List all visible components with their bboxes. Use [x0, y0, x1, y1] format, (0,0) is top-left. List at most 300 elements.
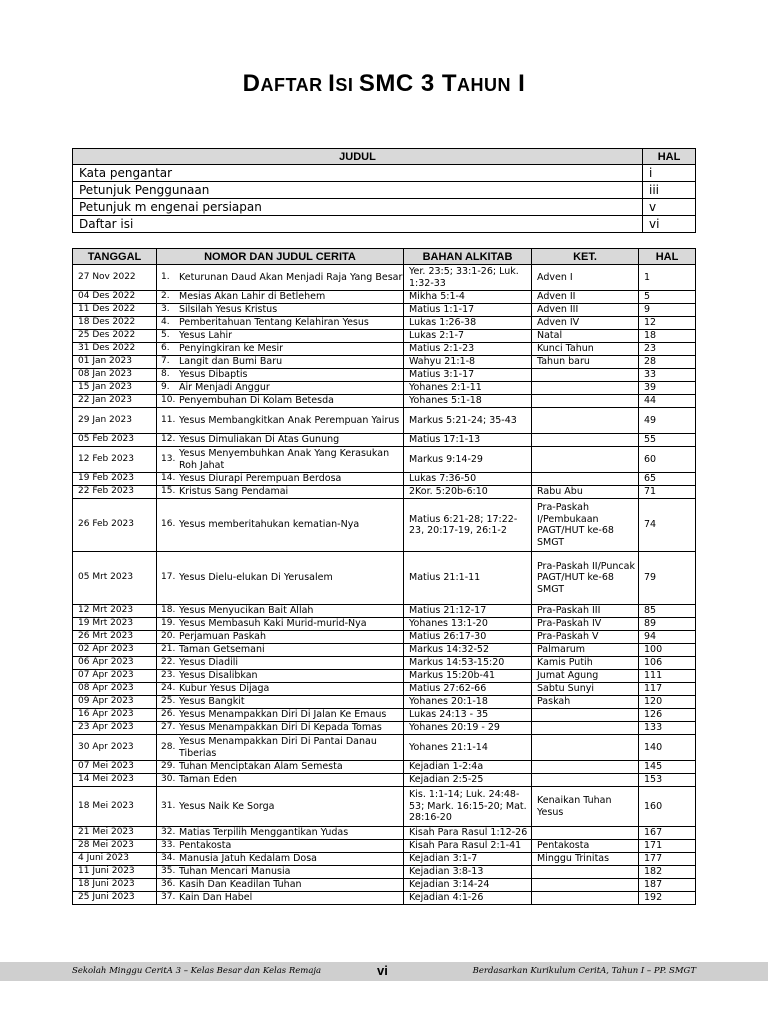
cell-tanggal: 05 Feb 2023	[73, 434, 157, 447]
cell-ket: Pra-Paskah II/Puncak PAGT/HUT ke-68 SMGT	[532, 552, 639, 605]
cell-hal: 9	[639, 304, 696, 317]
cell-hal: 177	[639, 853, 696, 866]
table-row	[73, 382, 696, 395]
cell-bahan-alkitab: Wahyu 21:1-8	[404, 356, 532, 369]
cell-ket: Pra-Paskah IV	[532, 618, 639, 631]
cell-ket	[532, 473, 639, 486]
table-row	[73, 330, 696, 343]
cell-tanggal: 08 Jan 2023	[73, 369, 157, 382]
table-row	[73, 473, 696, 486]
table-row	[73, 892, 696, 905]
cell-bahan-alkitab: Yohanes 13:1-20	[404, 618, 532, 631]
cell-tanggal: 06 Apr 2023	[73, 657, 157, 670]
cell-hal: 160	[639, 787, 696, 827]
cell-ket	[532, 408, 639, 434]
cell-nomor-judul	[157, 486, 404, 499]
cell-ket	[532, 866, 639, 879]
story-title: Taman Eden	[179, 774, 238, 786]
cell-bahan-alkitab: Kis. 1:1-14; Luk. 24:48-53; Mark. 16:15-20; Mat. 28:16-20	[404, 787, 532, 827]
table-row	[73, 761, 696, 774]
table-row	[73, 670, 696, 683]
table-row	[73, 696, 696, 709]
cell-hal: 111	[639, 670, 696, 683]
header-nomor-judul: NOMOR DAN JUDUL CERITA	[157, 249, 404, 265]
cell-hal: 85	[639, 605, 696, 618]
table-row	[73, 722, 696, 735]
cell-tanggal: 28 Mei 2023	[73, 840, 157, 853]
cell-tanggal: 23 Apr 2023	[73, 722, 157, 735]
cell-ket: Tahun baru	[532, 356, 639, 369]
cell-bahan-alkitab: Matius 27:62-66	[404, 683, 532, 696]
cell-tanggal: 21 Mei 2023	[73, 827, 157, 840]
toc-hal: v	[643, 199, 696, 216]
table-row	[73, 317, 696, 330]
cell-hal: 140	[639, 735, 696, 761]
cell-ket	[532, 735, 639, 761]
cell-bahan-alkitab: Kejadian 1-2:4a	[404, 761, 532, 774]
table-row	[73, 265, 696, 291]
story-title: Yesus Diurapi Perempuan Berdosa	[179, 473, 342, 485]
cell-ket	[532, 827, 639, 840]
cell-ket: Natal	[532, 330, 639, 343]
story-title: Yesus Disalibkan	[179, 670, 258, 682]
cell-ket	[532, 722, 639, 735]
cell-ket: Sabtu Sunyi	[532, 683, 639, 696]
cell-nomor-judul	[157, 408, 404, 434]
cell-ket	[532, 369, 639, 382]
story-title: Pentakosta	[179, 840, 232, 852]
table-row	[73, 369, 696, 382]
table-row	[73, 447, 696, 473]
cell-hal: 117	[639, 683, 696, 696]
story-title: Mesias Akan Lahir di Betlehem	[179, 291, 326, 303]
cell-bahan-alkitab: 2Kor. 5:20b-6:10	[404, 486, 532, 499]
toc-header-row	[73, 149, 696, 165]
cell-ket	[532, 382, 639, 395]
story-number: 9.	[161, 382, 170, 393]
story-title: Yesus Menampakkan Diri Di Pantai Danau Tiberias	[179, 736, 377, 759]
cell-ket: Paskah	[532, 696, 639, 709]
story-number: 18.	[161, 605, 176, 616]
cell-tanggal: 01 Jan 2023	[73, 356, 157, 369]
story-number: 27.	[161, 722, 176, 733]
page-title: DAFTAR ISI SMC 3 TAHUN I	[242, 70, 526, 97]
story-title: Penyembuhan Di Kolam Betesda	[179, 395, 334, 407]
story-number: 20.	[161, 631, 176, 642]
cell-ket: Adven IV	[532, 317, 639, 330]
table-row	[73, 434, 696, 447]
cell-hal: 28	[639, 356, 696, 369]
cell-nomor-judul	[157, 304, 404, 317]
cell-ket: Kunci Tahun	[532, 343, 639, 356]
cell-hal: 60	[639, 447, 696, 473]
cell-nomor-judul	[157, 827, 404, 840]
toc-judul: Petunjuk m engenai persiapan	[73, 199, 643, 216]
cell-tanggal: 16 Apr 2023	[73, 709, 157, 722]
cell-nomor-judul	[157, 618, 404, 631]
table-row	[73, 408, 696, 434]
cell-hal: 18	[639, 330, 696, 343]
story-title: Manusia Jatuh Kedalam Dosa	[179, 853, 317, 865]
cell-tanggal: 02 Apr 2023	[73, 644, 157, 657]
story-number: 37.	[161, 892, 176, 903]
cell-tanggal: 26 Feb 2023	[73, 499, 157, 552]
story-title: Yesus Menyucikan Bait Allah	[179, 605, 314, 617]
toc-header-judul: JUDUL	[73, 149, 643, 165]
cell-bahan-alkitab: Matius 2:1-23	[404, 343, 532, 356]
toc-hal: i	[643, 165, 696, 182]
cell-tanggal: 31 Des 2022	[73, 343, 157, 356]
header-hal: HAL	[639, 249, 696, 265]
toc-row	[73, 165, 696, 182]
cell-tanggal: 19 Mrt 2023	[73, 618, 157, 631]
table-row	[73, 866, 696, 879]
story-title: Kubur Yesus Dijaga	[179, 683, 270, 695]
cell-hal: 182	[639, 866, 696, 879]
cell-hal: 65	[639, 473, 696, 486]
cell-bahan-alkitab: Lukas 1:26-38	[404, 317, 532, 330]
toc-row	[73, 216, 696, 233]
cell-nomor-judul	[157, 265, 404, 291]
story-title: Yesus Menampakkan Diri Di Jalan Ke Emaus	[179, 709, 387, 721]
cell-tanggal: 09 Apr 2023	[73, 696, 157, 709]
story-number: 7.	[161, 356, 170, 367]
cell-ket: Pentakosta	[532, 840, 639, 853]
cell-tanggal: 18 Des 2022	[73, 317, 157, 330]
cell-hal: 39	[639, 382, 696, 395]
cell-ket: Kamis Putih	[532, 657, 639, 670]
story-title: Taman Getsemani	[179, 644, 265, 656]
cell-nomor-judul	[157, 696, 404, 709]
story-number: 22.	[161, 657, 176, 668]
cell-bahan-alkitab: Matius 21:12-17	[404, 605, 532, 618]
cell-bahan-alkitab: Kejadian 3:1-7	[404, 853, 532, 866]
cell-bahan-alkitab: Kejadian 3:8-13	[404, 866, 532, 879]
schedule-header-row	[73, 249, 696, 265]
cell-hal: 145	[639, 761, 696, 774]
cell-hal: 5	[639, 291, 696, 304]
cell-nomor-judul	[157, 670, 404, 683]
cell-nomor-judul	[157, 631, 404, 644]
cell-ket	[532, 447, 639, 473]
story-number: 26.	[161, 709, 176, 720]
story-title: Tuhan Menciptakan Alam Semesta	[179, 761, 343, 773]
story-title: Yesus Membasuh Kaki Murid-murid-Nya	[179, 618, 367, 630]
table-row	[73, 827, 696, 840]
cell-nomor-judul	[157, 892, 404, 905]
cell-nomor-judul	[157, 879, 404, 892]
cell-hal: 171	[639, 840, 696, 853]
header-bahan-alkitab: BAHAN ALKITAB	[404, 249, 532, 265]
table-row	[73, 735, 696, 761]
cell-tanggal: 26 Mrt 2023	[73, 631, 157, 644]
cell-hal: 106	[639, 657, 696, 670]
cell-bahan-alkitab: Matius 21:1-11	[404, 552, 532, 605]
cell-hal: 167	[639, 827, 696, 840]
cell-bahan-alkitab: Matius 17:1-13	[404, 434, 532, 447]
cell-tanggal: 18 Mei 2023	[73, 787, 157, 827]
table-row	[73, 356, 696, 369]
story-title: Kristus Sang Pendamai	[179, 486, 289, 498]
cell-hal: 192	[639, 892, 696, 905]
cell-tanggal: 18 Juni 2023	[73, 879, 157, 892]
cell-ket: Adven II	[532, 291, 639, 304]
cell-bahan-alkitab: Lukas 24:13 - 35	[404, 709, 532, 722]
cell-ket	[532, 879, 639, 892]
story-title: Langit dan Bumi Baru	[179, 356, 283, 368]
cell-hal: 126	[639, 709, 696, 722]
cell-tanggal: 12 Mrt 2023	[73, 605, 157, 618]
cell-tanggal: 04 Des 2022	[73, 291, 157, 304]
table-row	[73, 879, 696, 892]
story-number: 36.	[161, 879, 176, 890]
cell-bahan-alkitab: Kejadian 4:1-26	[404, 892, 532, 905]
cell-bahan-alkitab: Yohanes 2:1-11	[404, 382, 532, 395]
story-title: Yesus Lahir	[179, 330, 233, 342]
story-title: Yesus Menampakkan Diri Di Kepada Tomas	[179, 722, 382, 734]
cell-tanggal: 15 Jan 2023	[73, 382, 157, 395]
story-number: 1.	[161, 271, 170, 282]
story-number: 29.	[161, 761, 176, 772]
cell-ket	[532, 709, 639, 722]
toc-judul: Kata pengantar	[73, 165, 643, 182]
story-number: 4.	[161, 317, 170, 328]
toc-hal: vi	[643, 216, 696, 233]
cell-bahan-alkitab: Markus 9:14-29	[404, 447, 532, 473]
cell-bahan-alkitab: Markus 15:20b-41	[404, 670, 532, 683]
cell-hal: 120	[639, 696, 696, 709]
cell-nomor-judul	[157, 330, 404, 343]
story-number: 11.	[161, 414, 176, 425]
cell-nomor-judul	[157, 722, 404, 735]
story-title: Kain Dan Habel	[179, 892, 253, 904]
story-number: 5.	[161, 330, 170, 341]
story-title: Yesus Dibaptis	[179, 369, 248, 381]
story-number: 35.	[161, 866, 176, 877]
cell-tanggal: 22 Feb 2023	[73, 486, 157, 499]
cell-nomor-judul	[157, 683, 404, 696]
cell-tanggal: 07 Mei 2023	[73, 761, 157, 774]
story-number: 16.	[161, 519, 176, 530]
story-title: Yesus memberitahukan kematian-Nya	[179, 519, 360, 531]
cell-bahan-alkitab: Mikha 5:1-4	[404, 291, 532, 304]
cell-hal: 71	[639, 486, 696, 499]
story-number: 2.	[161, 291, 170, 302]
cell-nomor-judul	[157, 761, 404, 774]
story-title: Matias Terpilih Menggantikan Yudas	[179, 827, 349, 839]
cell-tanggal: 07 Apr 2023	[73, 670, 157, 683]
story-number: 15.	[161, 486, 176, 497]
cell-nomor-judul	[157, 369, 404, 382]
table-row	[73, 395, 696, 408]
story-title: Yesus Diadili	[179, 657, 239, 669]
story-number: 32.	[161, 827, 176, 838]
header-tanggal: TANGGAL	[73, 249, 157, 265]
table-row	[73, 486, 696, 499]
cell-bahan-alkitab: Markus 14:32-52	[404, 644, 532, 657]
cell-ket	[532, 774, 639, 787]
cell-tanggal: 4 Juni 2023	[73, 853, 157, 866]
cell-nomor-judul	[157, 434, 404, 447]
story-number: 3.	[161, 304, 170, 315]
cell-nomor-judul	[157, 291, 404, 304]
cell-hal: 100	[639, 644, 696, 657]
story-number: 33.	[161, 840, 176, 851]
table-row	[73, 499, 696, 552]
story-number: 12.	[161, 434, 176, 445]
cell-bahan-alkitab: Kisah Para Rasul 1:12-26	[404, 827, 532, 840]
page-number: vi	[377, 963, 388, 978]
table-row	[73, 787, 696, 827]
cell-tanggal: 12 Feb 2023	[73, 447, 157, 473]
table-row	[73, 657, 696, 670]
story-title: Silsilah Yesus Kristus	[179, 304, 278, 316]
cell-nomor-judul	[157, 605, 404, 618]
story-title: Pemberitahuan Tentang Kelahiran Yesus	[179, 317, 369, 329]
table-row	[73, 631, 696, 644]
story-title: Keturunan Daud Akan Menjadi Raja Yang Besar	[179, 271, 403, 283]
footer-bar	[0, 962, 768, 981]
cell-nomor-judul	[157, 499, 404, 552]
cell-ket: Jumat Agung	[532, 670, 639, 683]
cell-hal: 33	[639, 369, 696, 382]
cell-hal: 55	[639, 434, 696, 447]
story-title: Yesus Bangkit	[179, 696, 245, 708]
story-number: 23.	[161, 670, 176, 681]
cell-nomor-judul	[157, 317, 404, 330]
cell-ket	[532, 892, 639, 905]
story-number: 30.	[161, 774, 176, 785]
cell-nomor-judul	[157, 644, 404, 657]
table-row	[73, 304, 696, 317]
header-ket: KET.	[532, 249, 639, 265]
cell-tanggal: 11 Juni 2023	[73, 866, 157, 879]
cell-nomor-judul	[157, 657, 404, 670]
cell-hal: 94	[639, 631, 696, 644]
story-title: Kasih Dan Keadilan Tuhan	[179, 879, 302, 891]
cell-ket	[532, 761, 639, 774]
cell-bahan-alkitab: Markus 14:53-15:20	[404, 657, 532, 670]
cell-nomor-judul	[157, 382, 404, 395]
cell-bahan-alkitab: Matius 1:1-17	[404, 304, 532, 317]
toc-judul: Petunjuk Penggunaan	[73, 182, 643, 199]
cell-hal: 89	[639, 618, 696, 631]
cell-bahan-alkitab: Markus 5:21-24; 35-43	[404, 408, 532, 434]
story-number: 34.	[161, 853, 176, 864]
story-number: 13.	[161, 453, 176, 464]
story-title: Yesus Naik Ke Sorga	[179, 800, 275, 812]
cell-hal: 49	[639, 408, 696, 434]
cell-hal: 44	[639, 395, 696, 408]
cell-bahan-alkitab: Yohanes 20:19 - 29	[404, 722, 532, 735]
story-number: 28.	[161, 741, 176, 752]
cell-nomor-judul	[157, 840, 404, 853]
cell-nomor-judul	[157, 343, 404, 356]
cell-hal: 153	[639, 774, 696, 787]
table-row	[73, 683, 696, 696]
cell-bahan-alkitab: Kejadian 3:14-24	[404, 879, 532, 892]
toc-table	[72, 148, 696, 233]
cell-bahan-alkitab: Kisah Para Rasul 2:1-41	[404, 840, 532, 853]
cell-ket: Minggu Trinitas	[532, 853, 639, 866]
cell-tanggal: 19 Feb 2023	[73, 473, 157, 486]
table-row	[73, 343, 696, 356]
cell-ket: Adven III	[532, 304, 639, 317]
story-title: Tuhan Mencari Manusia	[179, 866, 291, 878]
story-title: Penyingkiran ke Mesir	[179, 343, 284, 355]
story-number: 6.	[161, 343, 170, 354]
table-row	[73, 618, 696, 631]
story-number: 19.	[161, 618, 176, 629]
footer-right-text: Berdasarkan Kurikulum CeritA, Tahun I – PP. SMGT	[472, 966, 696, 976]
toc-header-hal: HAL	[643, 149, 696, 165]
cell-hal: 1	[639, 265, 696, 291]
cell-bahan-alkitab: Yohanes 5:1-18	[404, 395, 532, 408]
cell-tanggal: 11 Des 2022	[73, 304, 157, 317]
table-row	[73, 644, 696, 657]
toc-row	[73, 182, 696, 199]
cell-bahan-alkitab: Matius 3:1-17	[404, 369, 532, 382]
cell-hal: 12	[639, 317, 696, 330]
cell-tanggal: 30 Apr 2023	[73, 735, 157, 761]
cell-ket: Rabu Abu	[532, 486, 639, 499]
cell-bahan-alkitab: Yer. 23:5; 33:1-26; Luk. 1:32-33	[404, 265, 532, 291]
toc-row	[73, 199, 696, 216]
cell-hal: 23	[639, 343, 696, 356]
cell-hal: 187	[639, 879, 696, 892]
story-number: 31.	[161, 800, 176, 811]
footer-left-text: Sekolah Minggu CeritA 3 – Kelas Besar dan Kelas Remaja	[72, 966, 322, 976]
table-row	[73, 853, 696, 866]
story-number: 25.	[161, 696, 176, 707]
table-row	[73, 291, 696, 304]
cell-hal: 79	[639, 552, 696, 605]
table-row	[73, 709, 696, 722]
cell-nomor-judul	[157, 866, 404, 879]
cell-nomor-judul	[157, 787, 404, 827]
story-title: Air Menjadi Anggur	[179, 382, 270, 394]
cell-nomor-judul	[157, 395, 404, 408]
cell-ket: Pra-Paskah V	[532, 631, 639, 644]
story-number: 8.	[161, 369, 170, 380]
cell-nomor-judul	[157, 735, 404, 761]
cell-tanggal: 25 Des 2022	[73, 330, 157, 343]
story-number: 10.	[161, 395, 176, 406]
cell-bahan-alkitab: Lukas 7:36-50	[404, 473, 532, 486]
schedule-table	[72, 248, 696, 905]
cell-tanggal: 14 Mei 2023	[73, 774, 157, 787]
cell-ket: Adven I	[532, 265, 639, 291]
cell-ket	[532, 434, 639, 447]
cell-tanggal: 22 Jan 2023	[73, 395, 157, 408]
cell-tanggal: 29 Jan 2023	[73, 408, 157, 434]
cell-bahan-alkitab: Matius 26:17-30	[404, 631, 532, 644]
story-title: Yesus Dimuliakan Di Atas Gunung	[179, 434, 340, 446]
story-number: 17.	[161, 572, 176, 583]
toc-judul: Daftar isi	[73, 216, 643, 233]
cell-bahan-alkitab: Matius 6:21-28; 17:22-23, 20:17-19, 26:1-2	[404, 499, 532, 552]
cell-nomor-judul	[157, 473, 404, 486]
story-title: Yesus Membangkitkan Anak Perempuan Yairus	[179, 414, 400, 426]
cell-bahan-alkitab: Yohanes 21:1-14	[404, 735, 532, 761]
cell-nomor-judul	[157, 853, 404, 866]
cell-tanggal: 08 Apr 2023	[73, 683, 157, 696]
cell-nomor-judul	[157, 447, 404, 473]
story-title: Yesus Menyembuhkan Anak Yang Kerasukan Roh Jahat	[179, 448, 390, 471]
cell-hal: 74	[639, 499, 696, 552]
cell-ket: Kenaikan Tuhan Yesus	[532, 787, 639, 827]
cell-nomor-judul	[157, 356, 404, 369]
